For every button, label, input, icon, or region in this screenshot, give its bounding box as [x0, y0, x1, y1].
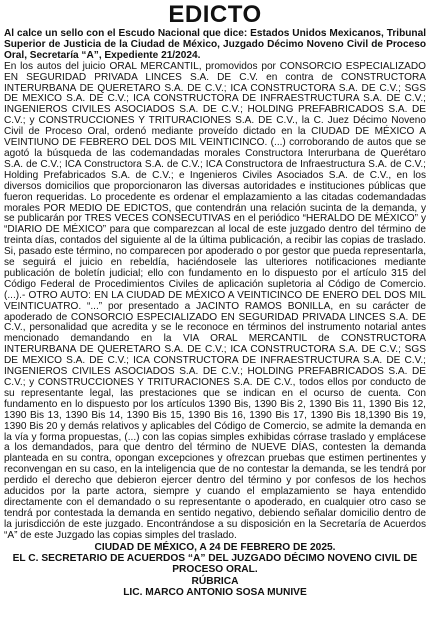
signer-name: LIC. MARCO ANTONIO SOSA MUNIVE — [123, 587, 307, 599]
edict-body: En los autos del juicio ORAL MERCANTIL, promovidos por CONSORCIO ESPECIALIZADO EN SEGURIDAD PRIVADA LINCES S.A. DE C.V. en contra de CONSTRUCTORA INTERURBANA DE QUERETARO S.A. DE C.V.; ICA CONSTRUCTORA S.A. DE C.V.; SGS DE MEXICO S.A. DE C.V.; ICA CONSTRUCTORA DE INFRAESTRUCTURA S.A. DE C.V.; INGENIEROS CIVILES ASOCIADOS S.A. DE C.V.; HOLDING PREFABRICADOS S.A. DE C.V.; y CONSTRUCCIONES Y TRITURACIONES S.A. DE C.V., la C. Juez Décimo Noveno Civil de Proceso Oral, ordenó mediante proveído dictado en la CIUDAD DE MÉXICO A VEINTIUNO DE FEBRERO DEL DOS MIL VEINTICINCO. (...) corroborando de autos que se agotó la búsqueda de las codemandadas morales Constructora Interurbana de Querétaro S.A. de C.V.; ICA Constructora S.A. de C.V.; ICA Constructora de Infraestructura S.A. de C.V.; Holding Prefabricados S.A. de C.V.; e Ingenieros Civiles Asociados S.A. de C.V., en los diversos domicilios que proporcionaron las diversas autoridades e instituciones públicas que fueron requeridas. Lo procedente es ordenar el emplazamiento a las citadas codemandadas morales POR MEDIO DE EDICTOS, que contendrán una relación sucinta de la demanda, y se publicarán por TRES VECES CONSECUTIVAS en el periódico “HERALDO DE MÉXICO” y “DIARIO DE MÉXICO” para que comparezcan al local de este juzgado dentro del término de treinta días, contados del siguiente al de la última publicación, a recibir las copias de traslado. Si, pasado este término, no comparecen por apoderado o por gestor que pueda representarla, se seguirá el juicio en rebeldía, haciéndosele las ulteriores notificaciones mediante publicación de boletín judicial; ello con fundamento en lo dispuesto por el artículo 315 del Código Federal de Procedimientos Civiles de aplicación supletoria al Código de Comercio. (...).- OTRO AUTO: EN LA CIUDAD DE MÉXICO A VEINTICINCO DE ENERO DEL DOS MIL VEINTICUATRO. “...” por presentado a JACINTO RAMOS BONILLA, en su carácter de apoderado de CONSORCIO ESPECIALIZADO EN SEGURIDAD PRIVADA LINCES S.A. DE C.V., personalidad que acredita y se le reconoce en términos del instrumento notarial antes mencionado demandando en la VIA ORAL MERCANTIL de CONSTRUCTORA INTERURBANA DE QUERETARO S.A. DE C.V.; ICA CONSTRUCTORA S.A. DE C.V.; SGS DE MEXICO S.A. DE C.V.; ICA CONSTRUCTORA DE INFRAESTRUCTURA S.A. DE C.V.; INGENIEROS CIVILES ASOCIADOS S.A. DE C.V.; HOLDING PREFABRICADOS S.A. DE C.V.; y CONSTRUCCIONES Y TRITURACIONES S.A. DE C.V., todos ellos por conducto de su representante legal, las prestaciones que se indican en el ocurso de cuenta. Con fundamento en lo dispuesto por los artículos 1390 Bis, 1390 Bis 2, 1390 Bis 11, 1390 Bis 12, 1390 Bis 13, 1390 Bis 14, 1390 Bis 15, 1390 Bis 16, 1390 Bis 17, 1390 Bis 18,1390 Bis 19, 1390 Bis 20 y demás relativos y aplicables del Código de Comercio, se admite la demanda en la vía y forma propuestas, (...) con las copias simples exhibidas córrase traslado y emplácese a los demandados, para que dentro del término de NUEVE DÍAS, contesten la demanda planteada en su contra, opongan excepciones y ofrezcan pruebas que estimen pertinentes y reconvengan en su caso, en la inteligencia que de no contestar la demanda, se les tendrá por perdido el derecho que debieron ejercer dentro del término y por confesos de los hechos aducidos por la parte actora, siempre y cuando el emplazamiento se haya entendido directamente con el demandado o su representante o apoderado, en cualquier otro caso se tendrá por contestada la demanda en sentido negativo, debiendo señalar domicilio dentro de la jurisdicción de este juzgado. Encontrándose a su disposición en la Secretaría de Acuerdos “A” de este Juzgado las copias simples del traslado. — [4, 60, 426, 541]
closing-block — [4, 542, 426, 599]
document-title: EDICTO — [168, 3, 262, 28]
rubrica: RÚBRICA — [191, 575, 239, 587]
signer-role: EL C. SECRETARIO DE ACUERDOS “A” DEL JUZGADO DÉCIMO NOVENO CIVIL DE PROCESO ORAL. — [12, 553, 418, 576]
seal-header: Al calce un sello con el Escudo Nacional que dice: Estados Unidos Mexicanos, Tribunal Superior de Justicia de la Ciudad de México, Juzgado Décimo Noveno Civil de Proceso Oral, Secretaría “A”, Expediente 21/2024. — [4, 28, 426, 61]
edict-page — [4, 3, 426, 611]
place-date: CIUDAD DE MÉXICO, A 24 DE FEBRERO DE 2025. — [94, 541, 336, 553]
